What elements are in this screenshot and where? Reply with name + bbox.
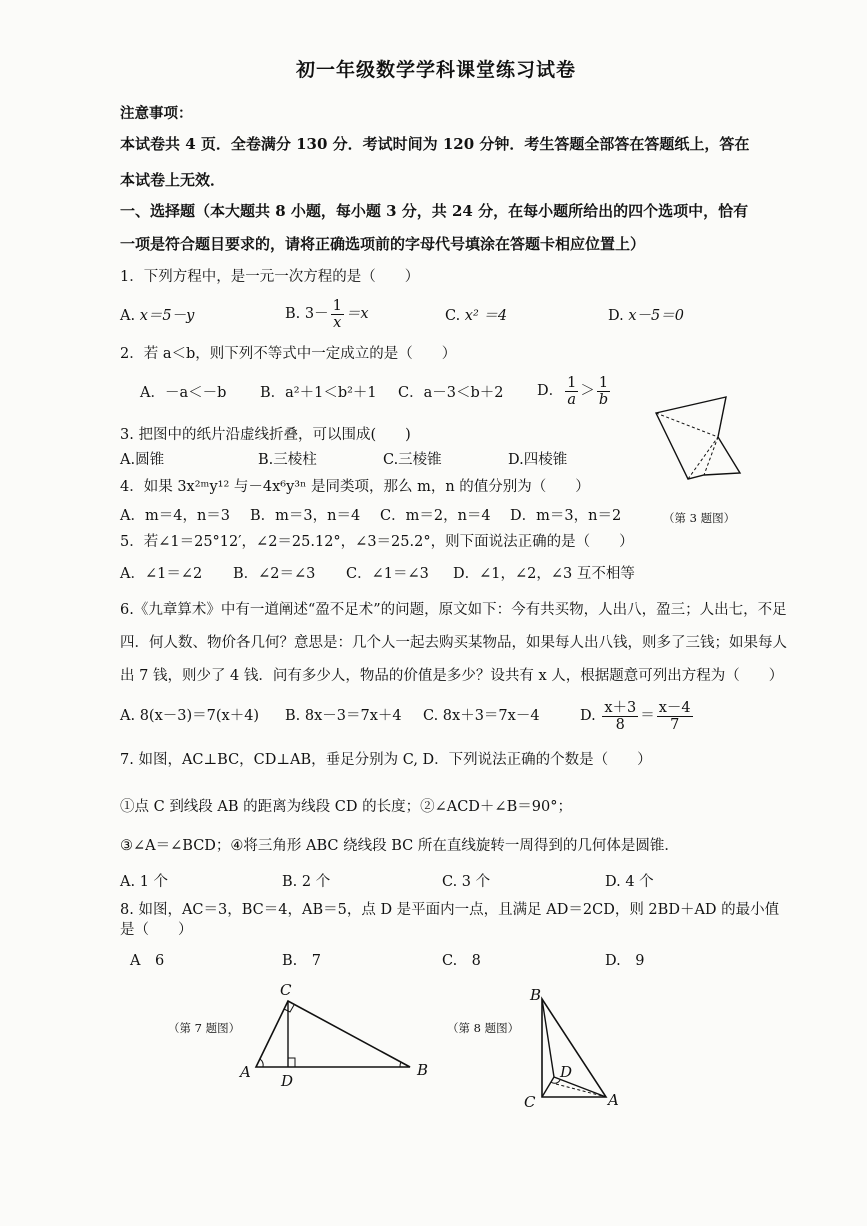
q1-option-d <box>608 306 684 326</box>
q3-option-a: A.圆锥 <box>120 452 165 468</box>
q7-label-b: B <box>417 1061 429 1079</box>
q1-option-d-label: D. <box>608 308 624 324</box>
q1-option-b-post: ＝x <box>345 306 369 322</box>
q6-option-d-fraction-1 <box>602 700 638 733</box>
q7-option-d: D. 4 个 <box>605 874 654 890</box>
q1-option-c-body: x² ＝4 <box>464 308 508 324</box>
q1-option-b-label: B. <box>285 306 301 322</box>
q6-line-2: 四．何人数、物价各几何？意思是：几个人一起去购买某物品，如果每人出八钱，则多了三钱；如果每人 <box>120 635 787 651</box>
q1-stem: 1．下列方程中，是一元一次方程的是（ ） <box>120 269 420 285</box>
q3-figure-fold-3 <box>688 437 718 479</box>
q7-stem: 7. 如图，AC⊥BC，CD⊥AB，垂足分别为 C, D．下列说法正确的个数是（ ） <box>120 752 652 768</box>
q3-figure <box>652 395 752 485</box>
q4-stem: 4．如果 3x²ᵐy¹² 与－4x⁶y³ⁿ 是同类项，那么 m，n 的值分别为（ ） <box>120 479 590 495</box>
q2-option-b: B．a²＋1＜b²＋1 <box>260 385 377 401</box>
q2-option-d-denominator-2: b <box>598 391 609 408</box>
q6-option-d-fraction-2 <box>657 700 693 733</box>
q8-label-c: C <box>524 1093 536 1111</box>
q5-option-d: D．∠1，∠2，∠3 互不相等 <box>453 566 635 582</box>
q7-angle-mark-a <box>260 1059 263 1067</box>
q5-option-a: A．∠1＝∠2 <box>120 566 203 582</box>
q1-option-b-fraction <box>331 298 344 331</box>
q3-figure-outline <box>656 397 740 479</box>
q2-option-d-fraction-2 <box>597 375 610 408</box>
q8-figure <box>520 985 630 1110</box>
q1-option-d-body: x－5＝0 <box>628 308 684 324</box>
q7-option-c: C. 3 个 <box>442 874 491 890</box>
notice-line-2: 本试卷上无效． <box>120 171 226 189</box>
q1-option-a <box>120 306 194 326</box>
q5-option-b: B．∠2＝∠3 <box>233 566 316 582</box>
q8-option-c: C. 8 <box>442 953 481 969</box>
q4-option-d: D．m＝3，n＝2 <box>510 508 622 524</box>
q6-option-d-denominator-1: 8 <box>615 716 625 733</box>
section-1-intro-line-1: 一、选择题（本大题共 8 小题，每小题 3 分，共 24 分，在每小题所给出的四个选项中，恰有 <box>120 202 749 220</box>
q1-option-a-label: A. <box>120 308 136 324</box>
q2-option-d-denominator-1: a <box>567 391 577 408</box>
q2-option-d-fraction-1 <box>565 375 578 408</box>
q7-option-a: A. 1 个 <box>120 874 169 890</box>
q1-option-c-label: C. <box>445 308 461 324</box>
q3-option-b: B.三棱柱 <box>258 452 317 468</box>
notice-line-1: 本试卷共 4 页．全卷满分 130 分．考试时间为 120 分钟．考生答题全部答在答题纸上，答在 <box>120 135 750 153</box>
q7-label-a: A <box>240 1063 251 1081</box>
q2-option-d-operator: ＞ <box>580 383 595 399</box>
q3-option-c: C.三棱锥 <box>383 452 442 468</box>
q7-statement-1-2: ①点 C 到线段 AB 的距离为线段 CD 的长度；②∠ACD＋∠B＝90°； <box>120 799 572 815</box>
q7-right-angle-d <box>288 1058 295 1067</box>
q8-line-2: 是（ ） <box>120 922 193 938</box>
q7-statement-3-4: ③∠A＝∠BCD；④将三角形 ABC 绕线段 BC 所在直线旋转一周得到的几何体是圆锥． <box>120 838 679 854</box>
q8-caption: （第 8 题图） <box>447 1021 520 1035</box>
q6-option-a: A. 8(x－3)＝7(x＋4) <box>120 708 260 724</box>
q7-label-d: D <box>281 1072 294 1090</box>
q8-label-b: B <box>530 986 542 1004</box>
q3-caption: （第 3 题图） <box>663 511 736 525</box>
q8-segment-cd <box>542 1077 554 1097</box>
q6-option-d <box>580 697 695 735</box>
q6-line-1: 6.《九章算术》中有一道阐述“盈不足术”的问题，原文如下：今有共买物，人出八，盈三；人出七，不足 <box>120 602 787 618</box>
q2-stem: 2．若 a＜b，则下列不等式中一定成立的是（ ） <box>120 346 457 362</box>
q6-option-d-denominator-2: 7 <box>670 716 680 733</box>
q8-line-1: 8. 如图，AC＝3，BC＝4，AB＝5，点 D 是平面内一点，且满足 AD＝2CD，则 2BD＋AD 的最小值 <box>120 902 780 918</box>
q8-option-a: A 6 <box>130 953 165 969</box>
q4-option-a: A．m＝4，n＝3 <box>120 508 231 524</box>
q6-option-c: C. 8x＋3＝7x－4 <box>423 708 540 724</box>
q7-figure <box>236 978 436 1088</box>
q3-stem: 3. 把图中的纸片沿虚线折叠，可以围成( ) <box>120 427 411 443</box>
q6-option-d-numerator-1: x＋3 <box>604 699 637 716</box>
q2-option-d <box>537 373 612 409</box>
section-1-intro-line-2: 一项是符合题目要求的，请将正确选项前的字母代号填涂在答题卡相应位置上） <box>120 235 646 253</box>
q2-option-d-numerator-2: 1 <box>597 375 610 392</box>
q7-label-c: C <box>280 981 292 999</box>
q1-option-c <box>445 306 507 326</box>
q6-option-d-label: D. <box>580 708 596 724</box>
q2-option-c: C．a－3＜b＋2 <box>398 385 504 401</box>
q8-option-d: D. 9 <box>605 953 645 969</box>
q7-triangle-abc <box>256 1001 410 1067</box>
q8-label-a: A <box>608 1091 619 1109</box>
q6-option-d-numerator-2: x－4 <box>658 699 691 716</box>
q4-option-c: C．m＝2，n＝4 <box>380 508 491 524</box>
q5-stem: 5．若∠1＝25°12′，∠2＝25.12°，∠3＝25.2°，则下面说法正确的是（ ） <box>120 534 634 550</box>
q3-option-d: D.四棱锥 <box>508 452 568 468</box>
q7-caption: （第 7 题图） <box>168 1021 241 1035</box>
q4-option-b: B．m＝3，n＝4 <box>250 508 361 524</box>
q8-segment-bd <box>542 999 554 1077</box>
q3-figure-fold-2 <box>704 437 718 475</box>
q2-option-d-label: D． <box>537 383 564 399</box>
notice-heading: 注意事项： <box>120 105 193 122</box>
q1-option-a-body: x＝5－y <box>139 308 195 324</box>
q6-option-b: B. 8x－3＝7x＋4 <box>285 708 402 724</box>
q6-line-3: 出 7 钱，则少了 4 钱．问有多少人，物品的价值是多少？设共有 x 人，根据题意可列出方程为（ ） <box>120 668 784 684</box>
q8-option-b: B. 7 <box>282 953 321 969</box>
q2-option-a: A．－a＜－b <box>140 385 227 401</box>
page-title: 初一年级数学学科课堂练习试卷 <box>296 59 577 81</box>
q8-label-d: D <box>560 1063 573 1081</box>
q2-option-d-numerator-1: 1 <box>567 374 577 391</box>
q6-option-d-operator: ＝ <box>640 708 655 724</box>
q1-option-b-pre: 3－ <box>304 306 329 322</box>
q1-option-b-denominator: x <box>333 314 342 331</box>
q5-option-c: C．∠1＝∠3 <box>346 566 429 582</box>
q1-option-b <box>285 296 369 332</box>
q1-option-b-numerator: 1 <box>332 297 342 314</box>
q7-option-b: B. 2 个 <box>282 874 331 890</box>
